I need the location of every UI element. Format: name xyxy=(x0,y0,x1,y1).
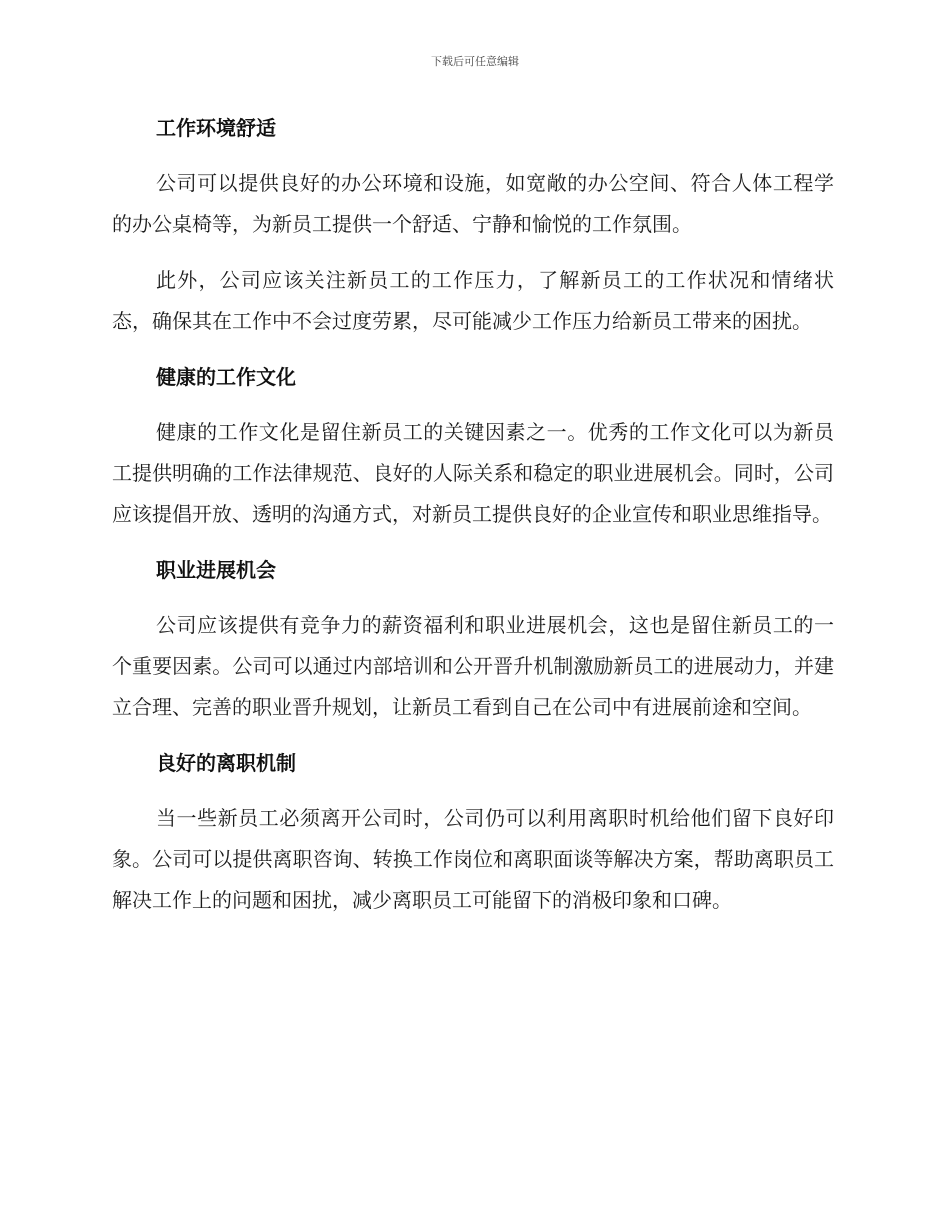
section-heading-work-environment: 工作环境舒适 xyxy=(156,116,276,140)
paragraph: 当一些新员工必须离开公司时，公司仍可以利用离职时机给他们留下良好印象。公司可以提供离职咨询、转换工作岗位和离职面谈等解决方案，帮助离职员工解决工作上的问题和困扰，减少离职员工可能留下的消极印象和口碑。 xyxy=(112,806,834,912)
section-heading-exit-mechanism: 良好的离职机制 xyxy=(156,751,296,775)
section-heading-work-culture: 健康的工作文化 xyxy=(156,365,296,389)
paragraph: 健康的工作文化是留住新员工的关键因素之一。优秀的工作文化可以为新员工提供明确的工作法律规范、良好的人际关系和稳定的职业进展机会。同时，公司应该提倡开放、透明的沟通方式，对新员工提供良好的企业宣传和职业思维指导。 xyxy=(112,420,834,526)
section-heading-career-opportunities: 职业进展机会 xyxy=(156,558,276,582)
paragraph: 此外，公司应该关注新员工的工作压力，了解新员工的工作状况和情绪状态，确保其在工作中不会过度劳累，尽可能减少工作压力给新员工带来的困扰。 xyxy=(112,268,834,333)
page-header: 下载后可任意编辑 xyxy=(431,55,519,68)
paragraph: 公司应该提供有竞争力的薪资福利和职业进展机会，这也是留住新员工的一个重要因素。公司可以通过内部培训和公开晋升机制激励新员工的进展动力，并建立合理、完善的职业晋升规划，让新员工看到自己在公司中有进展前途和空间。 xyxy=(112,613,834,719)
document-body xyxy=(112,108,834,921)
paragraph: 公司可以提供良好的办公环境和设施，如宽敞的办公空间、符合人体工程学的办公桌椅等，为新员工提供一个舒适、宁静和愉悦的工作氛围。 xyxy=(112,171,834,236)
